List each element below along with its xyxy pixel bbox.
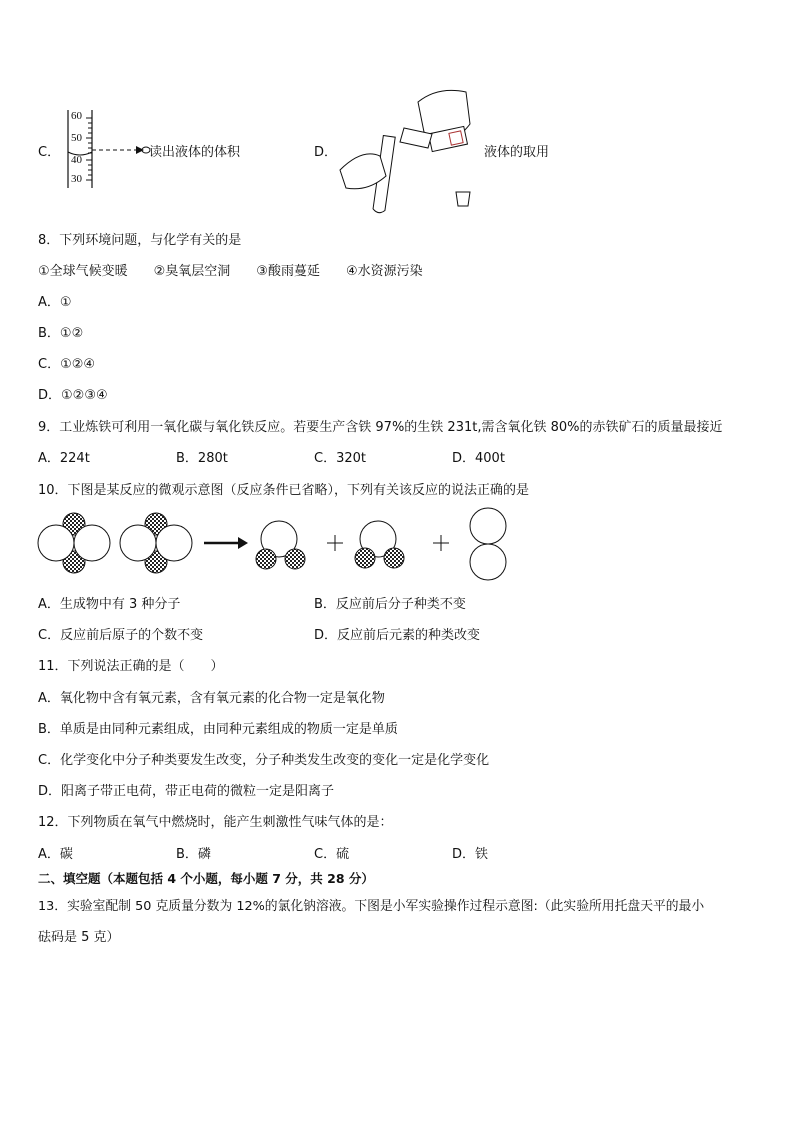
q10-option-b: B．反应前后分子种类不变 <box>314 597 466 612</box>
q9-option-b: B．280t <box>176 451 228 466</box>
tick-label-50: 50 <box>71 132 82 144</box>
q8-stem: 8．下列环境问题，与化学有关的是 <box>38 233 242 248</box>
tick-label-60: 60 <box>71 110 82 122</box>
q10-stem: 10．下图是某反应的微观示意图（反应条件已省略），下列有关该反应的说法正确的是 <box>38 483 530 498</box>
q8-option-c: C．①②④ <box>38 357 96 372</box>
q12-option-a: A．碳 <box>38 847 73 862</box>
q10-option-d: D．反应前后元素的种类改变 <box>314 628 481 643</box>
q11-option-c: C．化学变化中分子种类要发生改变，分子种类发生改变的变化一定是化学变化 <box>38 753 490 768</box>
product-molecule <box>355 521 404 568</box>
reactant-molecule <box>38 513 110 573</box>
q11-option-b: B．单质是由同种元素组成，由同种元素组成的物质一定是单质 <box>38 722 398 737</box>
q10-option-c: C．反应前后原子的个数不变 <box>38 628 204 643</box>
section-heading: 二、填空题（本题包括 4 个小题，每小题 7 分，共 28 分） <box>38 871 374 886</box>
q11-stem: 11．下列说法正确的是（ ） <box>38 659 224 674</box>
tick-label-30: 30 <box>71 173 82 185</box>
q13-line1: 13．实验室配制 50 克质量分数为 12%的氯化钠溶液。下图是小军实验操作过程示意图:（此实验所用托盘天平的最小 <box>38 899 705 914</box>
q12-option-d: D．铁 <box>452 847 489 862</box>
reactant-molecule <box>120 513 192 573</box>
q9-option-d: D．400t <box>452 451 505 466</box>
q8-option-b: B．①② <box>38 326 84 341</box>
q9-stem: 9．工业炼铁可利用一氧化碳与氧化铁反应。若要生产含铁 97%的生铁 231t,需含氧化铁 80%的赤铁矿石的质量最接近 <box>38 420 723 435</box>
product-molecule <box>256 521 305 569</box>
q8-option-a: A．① <box>38 295 72 310</box>
q9-option-c: C．320t <box>314 451 366 466</box>
reaction-diagram <box>36 506 516 584</box>
liquid-pouring-figure <box>338 84 484 218</box>
tick-label-40: 40 <box>71 154 82 166</box>
q11-option-a: A．氧化物中含有氧元素，含有氧元素的化合物一定是氧化物 <box>38 691 385 706</box>
q10-option-a: A．生成物中有 3 种分子 <box>38 597 181 612</box>
option-c-caption: 读出液体的体积 <box>149 145 241 160</box>
q9-option-a: A．224t <box>38 451 90 466</box>
q12-option-c: C．硫 <box>314 847 350 862</box>
option-c-label: C． <box>38 145 61 160</box>
q8-option-d: D．①②③④ <box>38 388 108 403</box>
q12-stem: 12．下列物质在氧气中燃烧时，能产生刺激性气味气体的是： <box>38 815 393 830</box>
option-d-label: D． <box>314 145 338 160</box>
q12-option-b: B．磷 <box>176 847 211 862</box>
q13-line2: 砝码是 5 克） <box>38 930 120 945</box>
q11-option-d: D．阳离子带正电荷，带正电荷的微粒一定是阳离子 <box>38 784 335 799</box>
product-molecule <box>470 508 506 580</box>
q8-items: ①全球气候变暖 ②臭氧层空洞 ③酸雨蔓延 ④水资源污染 <box>38 264 423 279</box>
option-d-caption: 液体的取用 <box>484 145 550 160</box>
